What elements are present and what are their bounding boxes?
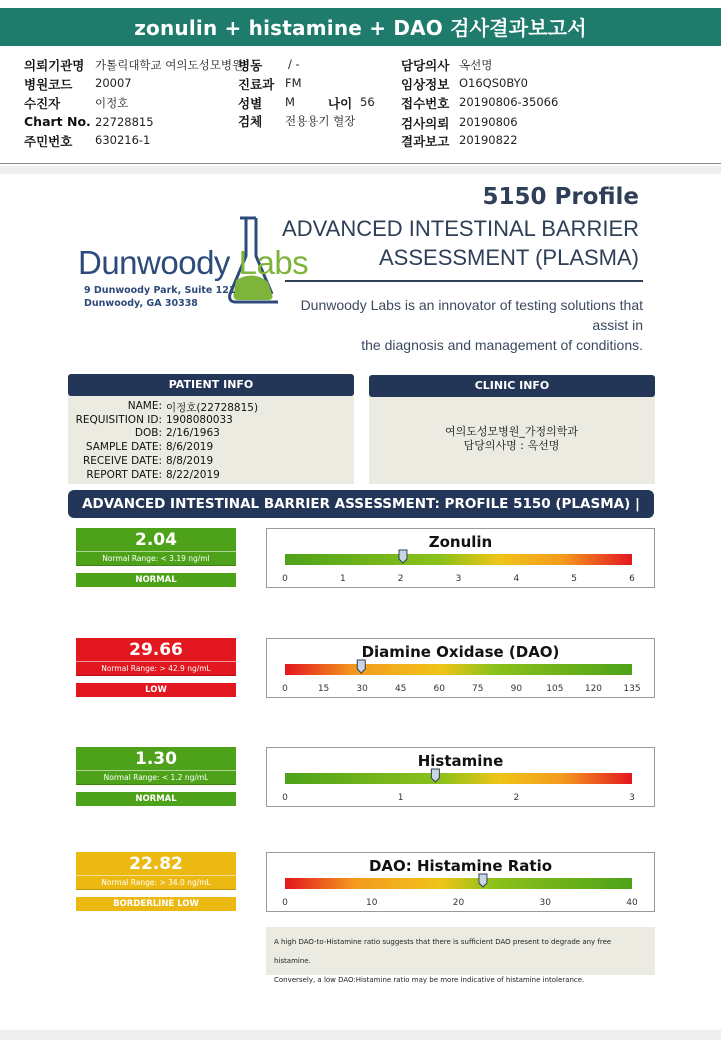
sex-value: M	[285, 95, 295, 109]
patient-info-value: 이정호(22728815)	[166, 402, 259, 414]
result-status-badge: NORMAL	[76, 573, 236, 587]
sex-label: 성별	[238, 96, 263, 111]
lab-address	[84, 284, 235, 310]
gauge-tick-label: 3	[629, 793, 635, 803]
patient-label: 수진자	[24, 96, 61, 111]
lab-description-line1: Dunwoody Labs is an innovator of testing solutions that assist in	[300, 297, 643, 333]
gauge-tick-label: 0	[282, 574, 288, 584]
hospcode-value: 20007	[95, 76, 132, 90]
result-value: 1.30	[76, 747, 236, 770]
normal-range: Normal Range: > 34.0 ng/mL	[76, 875, 236, 890]
patient-info-value: 8/22/2019	[166, 468, 220, 481]
gauge-chart	[266, 528, 655, 588]
gauge-chart	[266, 852, 655, 912]
gauge-chart	[266, 747, 655, 807]
normal-range: Normal Range: < 1.2 ng/mL	[76, 770, 236, 785]
gauge-bar	[285, 664, 632, 675]
normal-range: Normal Range: < 3.19 ng/ml	[76, 551, 236, 566]
gauge-tick-label: 5	[571, 574, 578, 584]
patient-info-key: NAME:	[127, 400, 162, 412]
page-bottom-gap	[0, 1030, 721, 1040]
patient-info-key: DOB:	[134, 427, 162, 440]
age-value: 56	[360, 95, 375, 109]
patient-info-value: 2/16/1963	[166, 427, 220, 440]
clinic-info-line1: 여의도성모병원_가정의학과	[444, 425, 578, 438]
patient-info-header: PATIENT INFO	[68, 374, 354, 396]
patient-info-key: REPORT DATE:	[86, 468, 162, 481]
result-value-box	[76, 852, 236, 890]
gauge-title: Zonulin	[428, 533, 493, 551]
gauge-tick-label: 0	[282, 898, 288, 908]
testreq-label: 검사의뢰	[401, 116, 450, 131]
gauge-title: Histamine	[417, 752, 504, 770]
clinical-label: 임상정보	[401, 77, 450, 92]
clinic-info-header: CLINIC INFO	[369, 375, 655, 397]
gauge-tick-label: 105	[546, 684, 564, 694]
patient-info-key: SAMPLE DATE:	[85, 441, 162, 454]
gauge-title: DAO: Histamine Ratio	[368, 857, 553, 875]
result-value-box	[76, 528, 236, 566]
dept-label: 진료과	[238, 77, 275, 92]
gauge-tick-label: 75	[472, 684, 484, 694]
chart-value: 22728815	[95, 115, 154, 129]
divider	[0, 163, 721, 164]
result-value-box	[76, 747, 236, 785]
specimen-value: 전용용기 혈장	[285, 114, 356, 128]
assessment-title-line2: ASSESSMENT (PLASMA)	[379, 245, 639, 270]
result-value: 2.04	[76, 528, 236, 551]
ratio-note-line2: Conversely, a low DAO:Histamine ratio may be more indicative of histamine intolerance.	[274, 976, 585, 984]
ratio-note	[266, 927, 655, 984]
gauge-tick-label: 4	[513, 574, 520, 584]
patient-info-value: 8/8/2019	[166, 454, 214, 467]
result-status-badge: BORDERLINE LOW	[76, 897, 236, 911]
gauge-tick-label: 0	[282, 684, 288, 694]
hospital-value: 가톨릭대학교 여의도성모병원	[95, 58, 244, 72]
patient-info-value: 8/6/2019	[166, 441, 214, 454]
gauge-tick-label: 10	[366, 898, 378, 908]
rrn-label: 주민번호	[24, 134, 73, 149]
lab-address-line2: Dunwoody, GA 30338	[84, 298, 198, 309]
gauge-tick-label: 20	[452, 898, 465, 908]
gauge-tick-label: 1	[397, 793, 404, 803]
title-rule	[285, 280, 643, 282]
gauge-tick-label: 2	[397, 574, 404, 584]
assessment-title-line1: ADVANCED INTESTINAL BARRIER	[282, 216, 639, 241]
gauge-tick-label: 15	[317, 684, 330, 694]
assessment-title	[282, 214, 639, 272]
doctor-label: 담당의사	[401, 58, 450, 73]
accession-label: 접수번호	[401, 96, 450, 111]
page-gap	[0, 166, 721, 174]
gauge-bar	[285, 878, 632, 889]
ratio-note-line1: A high DAO-to-Histamine ratio suggests that there is sufficient DAO present to degrade any free histamine.	[274, 938, 612, 965]
specimen-label: 검체	[238, 114, 263, 129]
chart-label: Chart No.	[24, 114, 91, 129]
gauge-tick-label: 90	[510, 684, 523, 694]
hospcode-label: 병원코드	[24, 77, 73, 92]
lab-name-part1: Dunwoody	[78, 244, 239, 281]
lab-description	[283, 295, 643, 355]
result-status-badge: LOW	[76, 683, 236, 697]
doctor-value: 옥선명	[459, 58, 493, 72]
gauge-chart	[266, 638, 655, 698]
gauge-tick-label: 30	[356, 684, 368, 694]
gauge-tick-label: 3	[455, 574, 462, 584]
ward-label: 병동	[238, 58, 263, 73]
gauge-tick-label: 0	[282, 793, 288, 803]
clinic-info-line2: 담당의사명 : 옥선명	[463, 439, 560, 452]
gauge-title: Diamine Oxidase (DAO)	[361, 643, 560, 661]
result-status-badge: NORMAL	[76, 792, 236, 806]
patient-value: 이정호	[95, 96, 129, 110]
rrn-value: 630216-1	[95, 133, 151, 147]
gauge-tick-label: 1	[339, 574, 346, 584]
gauge-tick-label: 120	[584, 684, 603, 694]
result-label: 결과보고	[401, 134, 450, 149]
report-info	[0, 52, 721, 164]
result-value-box	[76, 638, 236, 676]
ward-value: / -	[288, 57, 300, 71]
gauge-bar	[285, 554, 632, 565]
gauge-tick-label: 40	[626, 898, 638, 908]
gauge-tick-label: 60	[433, 684, 445, 694]
assessment-banner: ADVANCED INTESTINAL BARRIER ASSESSMENT: PROFILE 5150 (PLASMA) |	[68, 490, 654, 518]
patient-info-key: RECEIVE DATE:	[82, 454, 162, 467]
patient-info-value: 1908080033	[166, 413, 233, 426]
gauge-tick-label: 2	[513, 793, 520, 803]
lab-name-part2: Labs	[238, 244, 309, 281]
profile-title: 5150 Profile	[482, 184, 639, 210]
clinical-value: O16QS0BY0	[459, 76, 528, 90]
result-value: 20190822	[459, 133, 518, 147]
clinic-info-text	[369, 425, 654, 453]
hospital-label: 의뢰기관명	[24, 58, 85, 73]
result-value: 22.82	[76, 852, 236, 875]
gauge-bar	[285, 773, 632, 784]
report-title: zonulin + histamine + DAO 검사결과보고서	[0, 8, 721, 46]
lab-logo	[78, 244, 308, 282]
age-label: 나이	[328, 96, 353, 111]
dept-value: FM	[285, 76, 302, 90]
gauge-tick-label: 135	[623, 684, 641, 694]
result-value: 29.66	[76, 638, 236, 661]
testreq-value: 20190806	[459, 115, 518, 129]
gauge-tick-label: 30	[539, 898, 551, 908]
gauge-tick-label: 45	[394, 684, 407, 694]
lab-description-line2: the diagnosis and management of conditions.	[361, 337, 643, 353]
gauge-tick-label: 6	[629, 574, 635, 584]
accession-value: 20190806-35066	[459, 95, 559, 109]
normal-range: Normal Range: > 42.9 ng/mL	[76, 661, 236, 676]
lab-address-line1: 9 Dunwoody Park, Suite 121	[84, 285, 236, 296]
patient-info-key: REQUISITION ID:	[75, 413, 162, 426]
